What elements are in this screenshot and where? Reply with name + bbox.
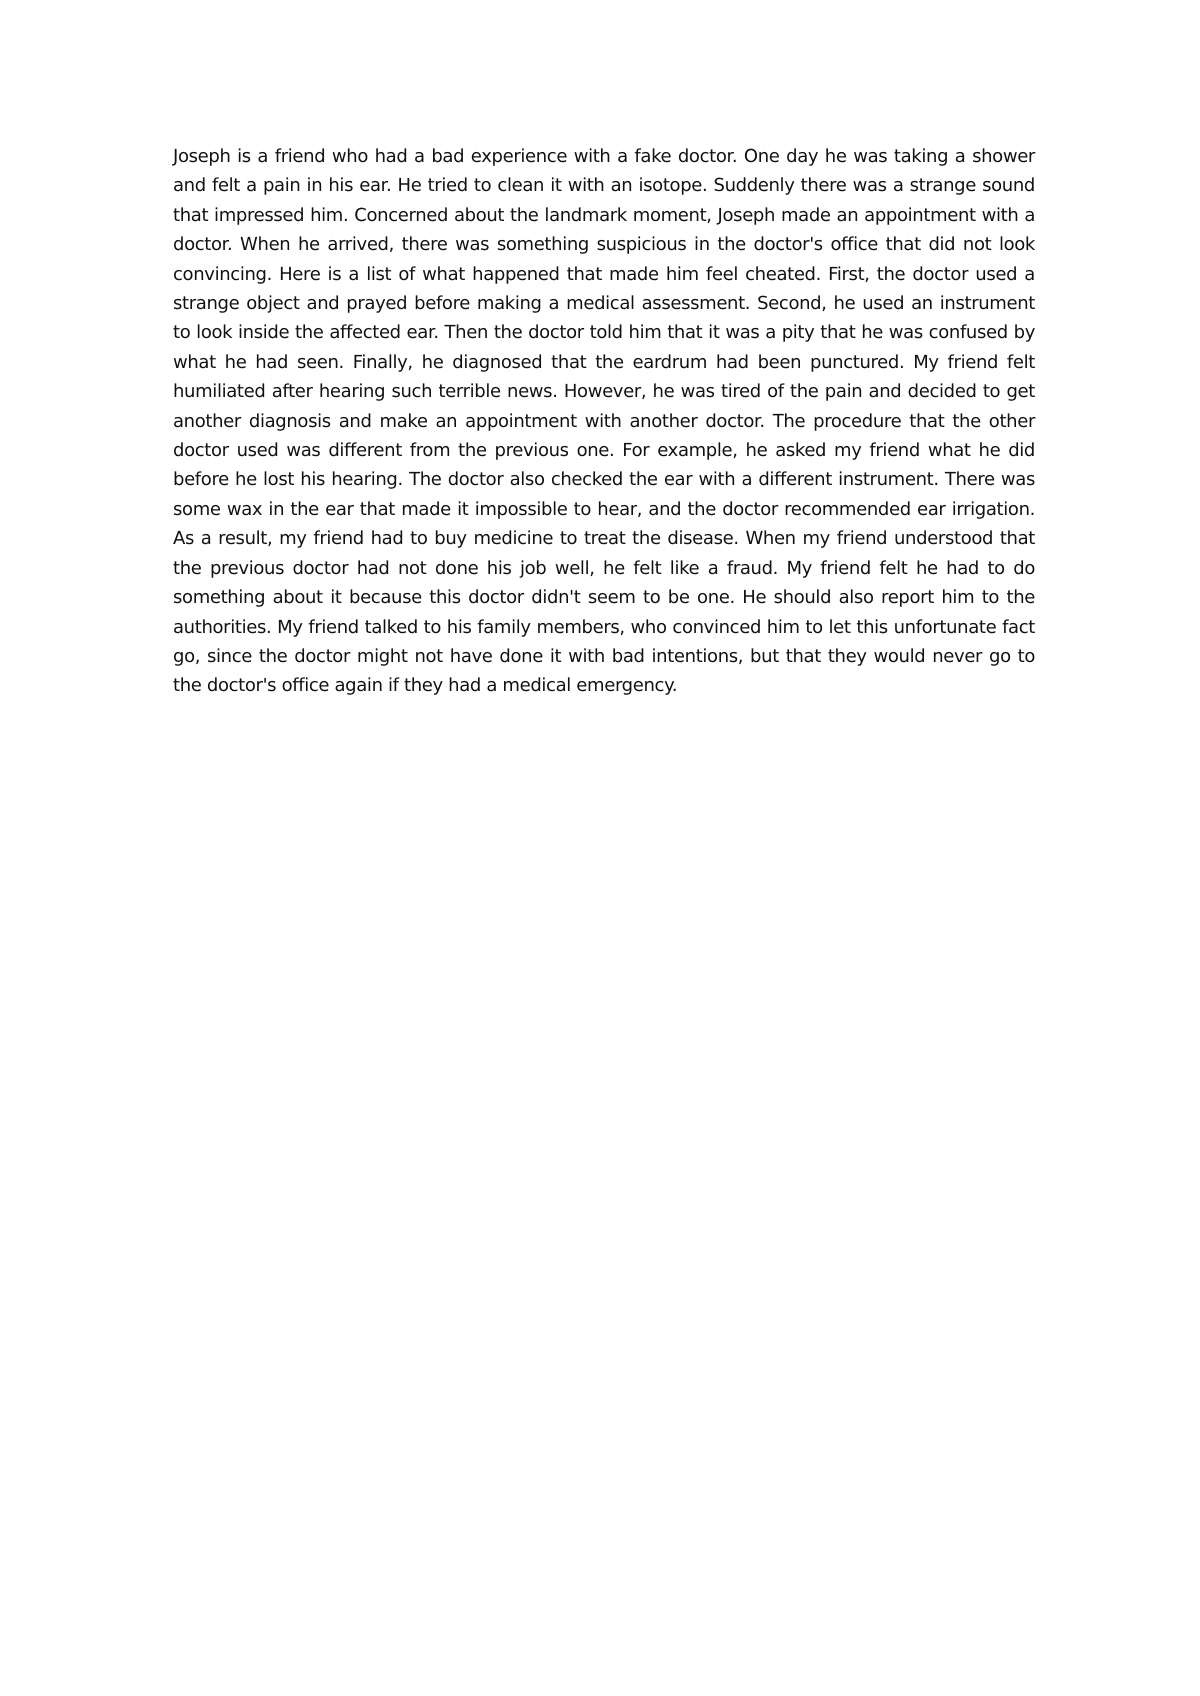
- body-paragraph: Joseph is a friend who had a bad experience with a fake doctor. One day he was taking a shower and felt a pain in his ear. He tried to clean it with an isotope. Suddenly there was a strange sound that impressed him. Concerned about the landmark moment, Joseph made an appointment with a doctor. When he arrived, there was something suspicious in the doctor's office that did not look convincing. Here is a list of what happened that made him feel cheated. First, the doctor used a strange object and prayed before making a medical assessment. Second, he used an instrument to look inside the affected ear. Then the doctor told him that it was a pity that he was confused by what he had seen. Finally, he diagnosed that the eardrum had been punctured. My friend felt humiliated after hearing such terrible news. However, he was tired of the pain and decided to get another diagnosis and make an appointment with another doctor. The procedure that the other doctor used was different from the previous one. For example, he asked my friend what he did before he lost his hearing. The doctor also checked the ear with a different instrument. There was some wax in the ear that made it impossible to hear, and the doctor recommended ear irrigation. As a result, my friend had to buy medicine to treat the disease. When my friend understood that the previous doctor had not done his job well, he felt like a fraud. My friend felt he had to do something about it because this doctor didn't seem to be one. He should also report him to the authorities. My friend talked to his family members, who convinced him to let this unfortunate fact go, since the doctor might not have done it with bad intentions, but that they would never go to the doctor's office again if they had a medical emergency.: [173, 146, 1035, 697]
